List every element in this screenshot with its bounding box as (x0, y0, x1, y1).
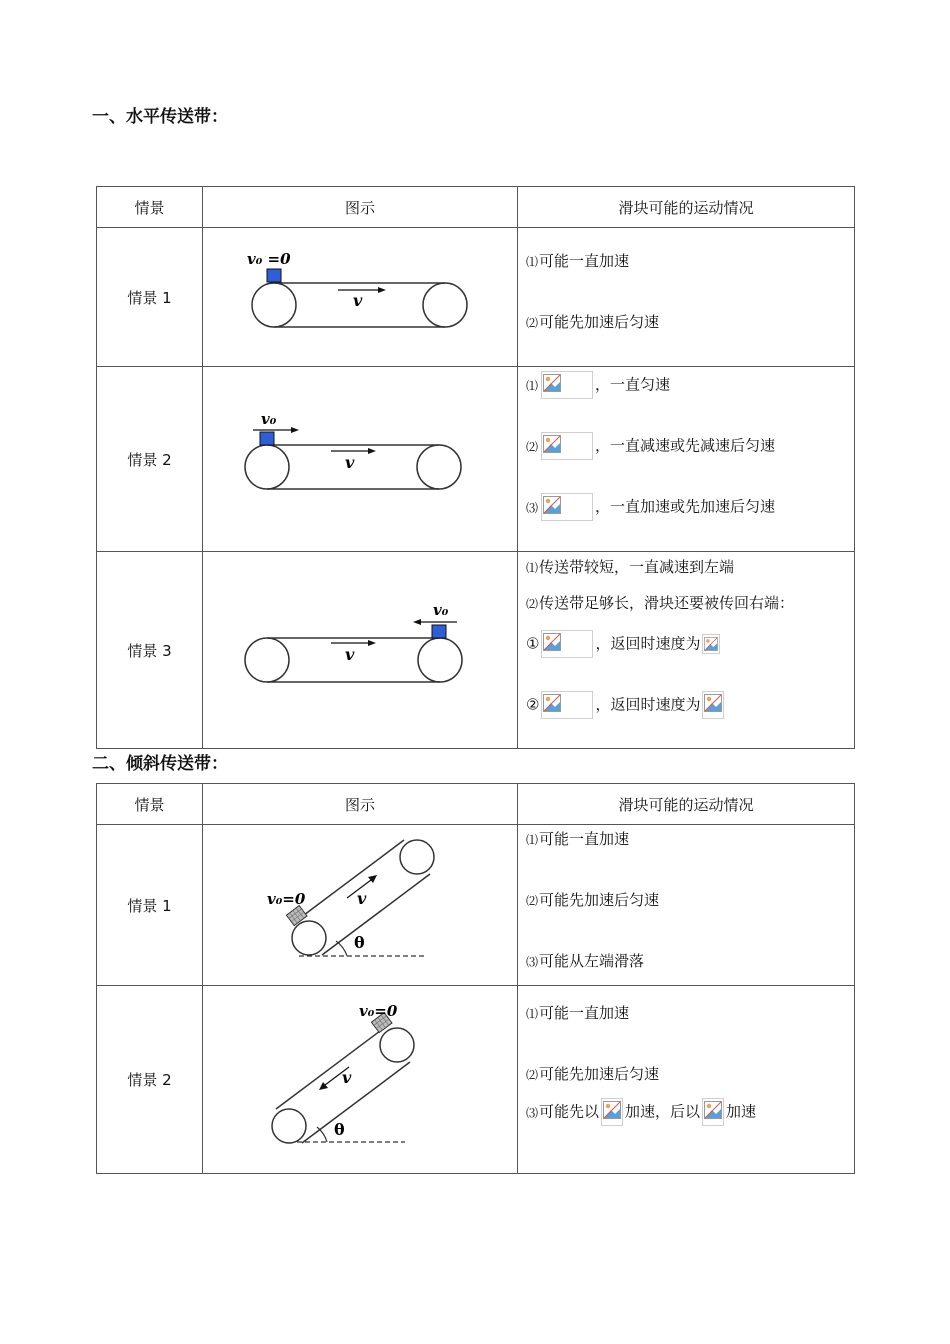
motion-line: ⑴ 可能一直加速 (526, 252, 630, 270)
image-placeholder-icon (541, 371, 593, 399)
section-title-horizontal: 一、水平传送带： (92, 107, 228, 127)
v0-label: v₀ =0 (247, 250, 291, 268)
scene-label: 情景 2 (97, 986, 203, 1174)
motion-line: ⑴ 传送带较短，一直减速到左端 (526, 558, 735, 576)
figure-horizontal-3 (203, 552, 518, 749)
image-placeholder-icon (541, 432, 593, 460)
v0-label: v₀ (433, 601, 449, 619)
motion-cell (518, 986, 855, 1174)
theta-label: θ (334, 1120, 345, 1139)
motion-line: ⑴ 可能一直加速 (526, 830, 630, 848)
header-motion: 滑块可能的运动情况 (518, 187, 855, 228)
image-placeholder-icon (541, 691, 593, 719)
table-row (97, 367, 855, 552)
motion-line: ⑶ 可能先以 加速，后以 加速 (526, 1098, 756, 1126)
table-row (97, 228, 855, 367)
motion-line: ⑵ 传送带足够长，滑块还要被传回右端： (526, 594, 795, 612)
image-placeholder-icon (541, 493, 593, 521)
motion-line: ⑵ 可能先加速后匀速 (526, 1065, 660, 1083)
header-figure: 图示 (203, 187, 518, 228)
figure-incline-1 (203, 825, 518, 986)
motion-cell (518, 228, 855, 367)
table-header-row (97, 187, 855, 228)
scene-label: 情景 1 (97, 228, 203, 367)
table-row (97, 552, 855, 749)
v-label: v (342, 1068, 352, 1087)
motion-line: ⑵ 可能先加速后匀速 (526, 313, 660, 331)
image-placeholder-icon (601, 1098, 623, 1126)
motion-cell (518, 552, 855, 749)
scene-label: 情景 3 (97, 552, 203, 749)
incline-belt-diagram (203, 986, 518, 1173)
v0-label: v₀ (261, 410, 277, 428)
figure-horizontal-1 (203, 228, 518, 367)
motion-line: ⑶ 可能从左端滑落 (526, 952, 645, 970)
v0-label: v₀=0 (359, 1002, 398, 1020)
section-title-inclined: 二、倾斜传送带： (92, 754, 228, 774)
table-row (97, 986, 855, 1174)
figure-horizontal-2 (203, 367, 518, 552)
slider-block (267, 269, 281, 282)
slider-block (260, 432, 274, 445)
image-placeholder-icon (702, 691, 724, 719)
inclined-belt-table (96, 783, 855, 1174)
belt-diagram (203, 367, 518, 551)
image-placeholder-icon (541, 630, 593, 658)
motion-line: ⑴ 可能一直加速 (526, 1004, 630, 1022)
figure-incline-2 (203, 986, 518, 1174)
header-scene: 情景 (97, 187, 203, 228)
v-label: v (345, 645, 355, 664)
header-motion: 滑块可能的运动情况 (518, 784, 855, 825)
image-placeholder-icon (702, 1098, 724, 1126)
image-placeholder-icon (702, 634, 720, 654)
belt-diagram (203, 228, 518, 366)
slider-block (432, 625, 446, 638)
header-figure: 图示 (203, 784, 518, 825)
motion-cell (518, 367, 855, 552)
v-label: v (353, 291, 363, 310)
v-label: v (345, 453, 355, 472)
table-row (97, 825, 855, 986)
motion-line: ⑵ 可能先加速后匀速 (526, 891, 660, 909)
header-scene: 情景 (97, 784, 203, 825)
v-label: v (357, 889, 367, 908)
incline-belt-diagram (203, 825, 518, 985)
horizontal-belt-table (96, 186, 855, 749)
table-header-row (97, 784, 855, 825)
motion-cell (518, 825, 855, 986)
v0-label: v₀=0 (267, 890, 306, 908)
motion-line: ① ，返回时速度为 (526, 630, 722, 658)
theta-label: θ (354, 933, 365, 952)
belt-diagram (203, 552, 518, 748)
motion-line: ② ，返回时速度为 (526, 691, 726, 719)
scene-label: 情景 1 (97, 825, 203, 986)
motion-line: ⑵ ，一直减速或先减速后匀速 (526, 432, 775, 460)
motion-line: ⑶ ，一直加速或先加速后匀速 (526, 493, 775, 521)
scene-label: 情景 2 (97, 367, 203, 552)
motion-line: ⑴ ，一直匀速 (526, 371, 670, 399)
